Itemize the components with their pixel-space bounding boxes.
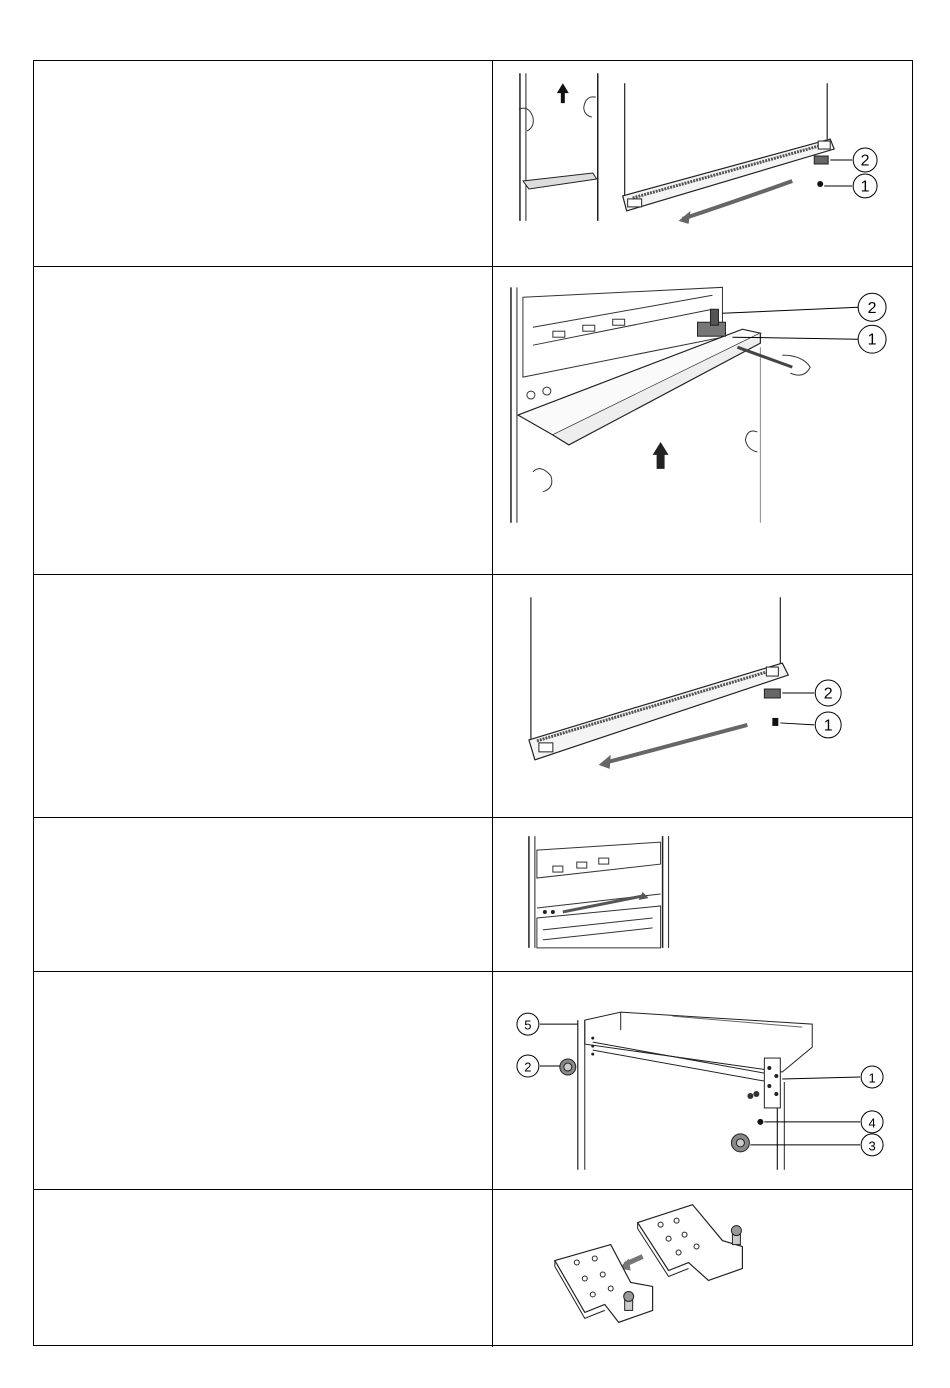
step-illustration-6 — [493, 1190, 912, 1347]
step-text-cell-5 — [34, 972, 493, 1189]
hinge-bracket-swap-illustration — [493, 1190, 912, 1347]
step-row-6 — [34, 1190, 912, 1347]
instruction-table — [33, 60, 913, 1346]
callout-1: 1 — [867, 331, 877, 349]
step-text-cell-4 — [34, 818, 493, 971]
lower-door-removal-illustration — [493, 61, 912, 266]
cabinet-hinge-parts-illustration — [493, 972, 912, 1189]
step-text-cell-6 — [34, 1190, 493, 1347]
step-row-5 — [34, 972, 912, 1190]
callout-5: 5 — [524, 1017, 532, 1033]
callout-2: 2 — [860, 152, 870, 170]
step-illustration-3 — [493, 575, 912, 817]
callout-1: 1 — [860, 178, 870, 196]
step-row-3 — [34, 575, 912, 818]
callout-2: 2 — [524, 1059, 532, 1075]
door-bottom-hinge-illustration — [493, 575, 912, 817]
step-row-4 — [34, 818, 912, 972]
hinge-cover-detail-illustration — [493, 818, 912, 971]
callout-2: 2 — [823, 685, 833, 703]
callout-3: 3 — [868, 1138, 876, 1154]
step-row-1 — [34, 61, 912, 267]
callout-1: 1 — [868, 1070, 876, 1086]
step-text-cell-1 — [34, 61, 493, 266]
door-lift-hinge-illustration — [493, 267, 912, 574]
step-illustration-2 — [493, 267, 912, 574]
step-text-cell-3 — [34, 575, 493, 817]
callout-2: 2 — [867, 299, 877, 317]
step-text-cell-2 — [34, 267, 493, 574]
step-illustration-1 — [493, 61, 912, 266]
step-illustration-5 — [493, 972, 912, 1189]
callout-4: 4 — [868, 1115, 876, 1131]
step-illustration-4 — [493, 818, 912, 971]
step-row-2 — [34, 267, 912, 575]
callout-1: 1 — [823, 717, 833, 735]
